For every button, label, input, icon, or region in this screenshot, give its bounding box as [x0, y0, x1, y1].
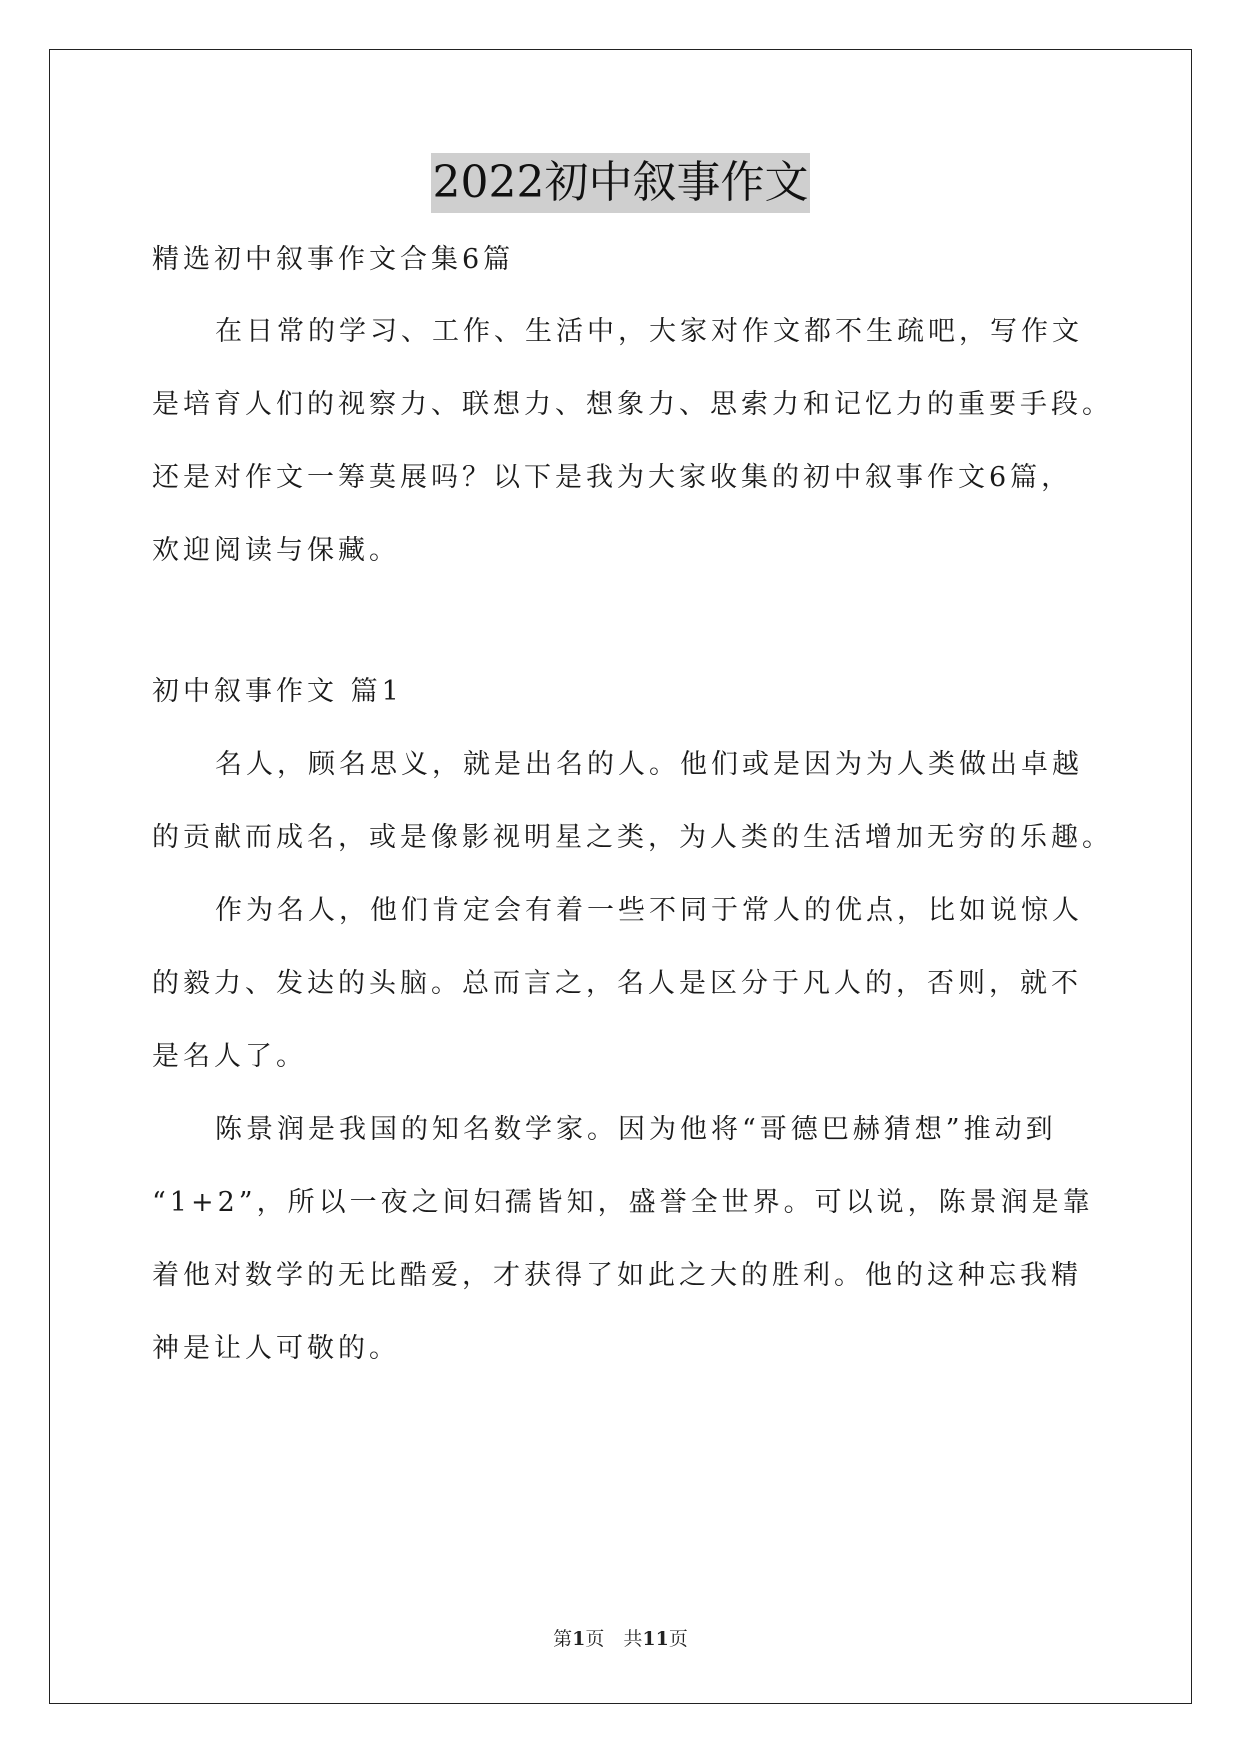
page-footer	[0, 1624, 1241, 1651]
footer-suffix: 页	[668, 1628, 688, 1650]
footer-total-pages: 11	[642, 1628, 669, 1650]
subtitle: 精选初中叙事作文合集6篇	[152, 244, 515, 275]
body-line-9: 神是让人可敬的。	[152, 1333, 400, 1364]
body-line-8: 着他对数学的无比酷爱，才获得了如此之大的胜利。他的这种忘我精	[152, 1260, 1082, 1291]
footer-page-number: 1	[572, 1628, 586, 1650]
page-border	[49, 49, 1192, 1704]
intro-line-1: 在日常的学习、工作、生活中，大家对作文都不生疏吧，写作文	[215, 316, 1083, 347]
intro-line-4: 欢迎阅读与保藏。	[152, 535, 400, 566]
section-heading: 初中叙事作文 篇1	[152, 676, 403, 707]
body-line-2: 的贡献而成名，或是像影视明星之类，为人类的生活增加无穷的乐趣。	[152, 822, 1113, 853]
body-line-3: 作为名人，他们肯定会有着一些不同于常人的优点，比如说惊人	[215, 895, 1083, 926]
intro-line-2: 是培育人们的视察力、联想力、想象力、思索力和记忆力的重要手段。	[152, 389, 1113, 420]
body-line-4: 的毅力、发达的头脑。总而言之，名人是区分于凡人的，否则，就不	[152, 968, 1082, 999]
body-line-6: 陈景润是我国的知名数学家。因为他将“哥德巴赫猜想”推动到	[215, 1114, 1057, 1145]
body-line-1: 名人，顾名思义，就是出名的人。他们或是因为为人类做出卓越	[215, 749, 1083, 780]
title-container	[0, 153, 1241, 213]
footer-mid: 页 共	[585, 1628, 643, 1650]
document-title: 2022初中叙事作文	[431, 153, 811, 213]
footer-prefix: 第	[553, 1628, 573, 1650]
body-line-5: 是名人了。	[152, 1041, 307, 1072]
intro-line-3: 还是对作文一筹莫展吗？以下是我为大家收集的初中叙事作文6篇，	[152, 462, 1073, 493]
body-line-7: “1+2”，所以一夜之间妇孺皆知，盛誉全世界。可以说，陈景润是靠	[152, 1187, 1094, 1218]
